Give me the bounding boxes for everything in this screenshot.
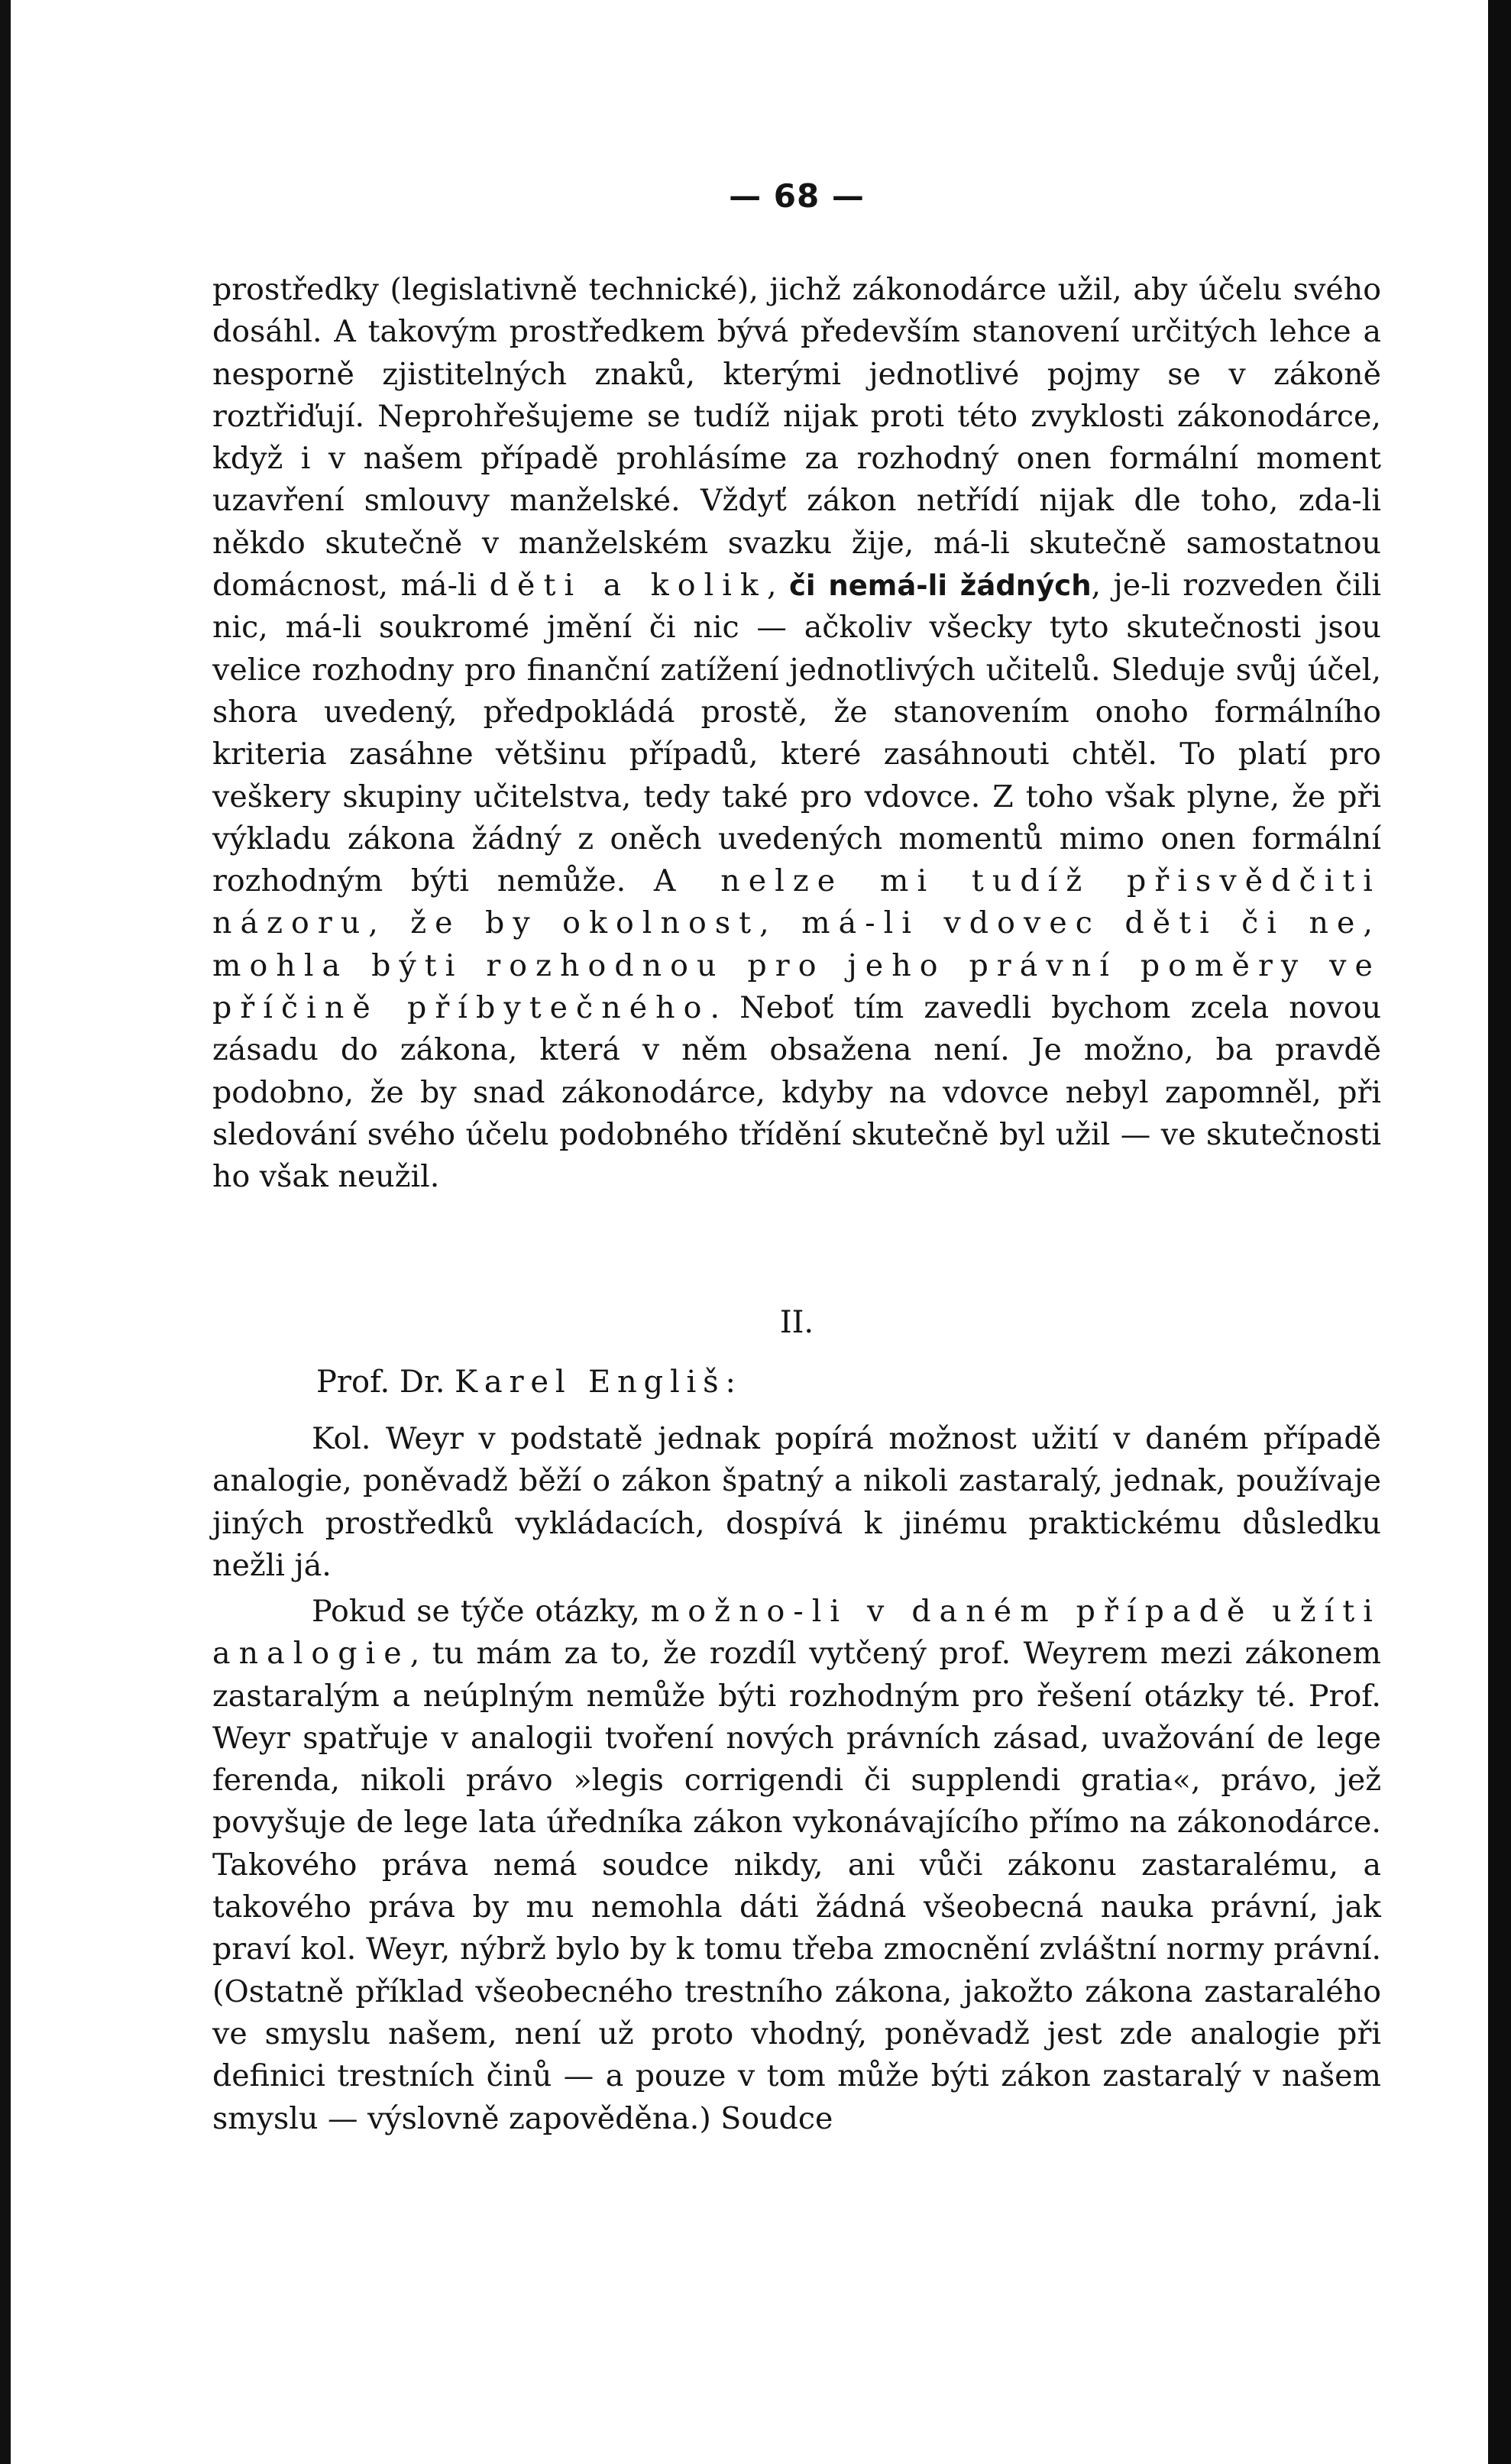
p3-text-b: , tu mám za to, že rozdíl vytčený prof. Weyrem mezi zákonem zastaralým a neúplným nemůže býti rozhodným pro řešení otázky té. Prof. Weyr spatřuje v analogii tvoření nových právních zásad, uvažování de lege ferenda, nikoli právo »legis corrigendi či supplendi gratia«, právo, jež povyšuje de lege lata úředníka zákon vykonávajícího přímo na zákonodárce. Takového práva nemá soudce nikdy, ani vůči zákonu zastaralému, a takového práva by mu nemohla dáti žádná všeobecná nauka právní, jak praví kol. Weyr, nýbrž bylo by k tomu třeba zmocnění zvláštní normy právní. (Ostatně příklad všeobecného trestního zákona, jakožto zákona zastaralého ve smyslu našem, není už proto vhodný, poněvadž jest zde analogie při definici trestních činů — a pouze v tom může býti zákon zastaralý v našem smyslu — výslovně zapověděna.) Soudce xyxy=(212,1636,1381,2136)
p3-text-a: Pokud se týče otázky, xyxy=(312,1594,651,1629)
speaker-prefix: Prof. Dr. xyxy=(316,1365,455,1400)
speaker-heading xyxy=(316,1362,736,1404)
section-numeral: II. xyxy=(779,1305,814,1340)
p1-text-c: , je-li rozveden čili nic, má-li soukromé jmění či nic — ačkoliv všecky tyto skutečnosti jsou velice rozhodny pro finanční zatížení jednotlivých učitelů. Sleduje svůj účel, shora uvedený, předpokládá prostě, že stanovením onoho formálního kriteria zasáhne většinu případů, které zasáhnouti chtěl. To platí pro veškery skupiny učitelstva, tedy také pro vdovce. Z toho však plyne, že při výkladu zákona žádný z oněch uvedených momentů mimo onen formální rozhodným býti nemůže. xyxy=(212,568,1381,899)
speaker-suffix: : xyxy=(725,1365,736,1400)
document-page xyxy=(212,0,1381,2464)
p3-spaced-question: možno-li v daném případě užíti analogie xyxy=(212,1594,1381,1672)
paragraph-2-text: Kol. Weyr v podstatě jednak popírá možnost užití v daném případě analogie, poněvadž běží o zákon špatný a nikoli zastaralý, jednak, používaje jiných prostředků vykládacích, dospívá k jinému praktickému důsledku nežli já. xyxy=(212,1421,1381,1583)
paragraph-3-text xyxy=(212,1591,1381,2140)
p1-text-d: . Neboť tím zavedli bychom zcela novou zásadu do zákona, která v něm obsažena není. Je možno, ba pravdě podobno, že by snad zákonodárce, kdyby na vdovce nebyl zapomněl, při sledování svého účelu podobného třídění skutečně byl užil — ve skutečnosti ho však neužil. xyxy=(212,990,1382,1195)
p1-spaced-deti-a-kolik: děti a kolik xyxy=(489,568,767,604)
scan-border-right xyxy=(1488,0,1511,2464)
p1-text-a: prostředky (legislativně technické), jichž zákonodárce užil, aby účelu svého dosáhl. A takovým prostředkem bývá především stanovení určitých lehce a nesporně zjistitelných znaků, kterými jednotlivé pojmy se v zákoně roztřiďují. Neprohřešujeme se tudíž nijak proti této zvyklosti zákonodárce, když i v našem případě prohlásíme za rozhodný onen formální moment uzavření smlouvy manželské. Vždyť zákon netřídí nijak dle toho, zda-li někdo skutečně v manželském svazku žije, má-li skutečně samostatnou domácnost, má-li xyxy=(212,272,1381,604)
speaker-name: Karel Engliš xyxy=(455,1365,726,1400)
p1-spaced-thesis: A nelze mi tudíž přisvědčiti názoru, že by okolnost, má-li vdovec děti či ne, mohla býti rozhodnou pro jeho právní poměry ve příčině příbytečného xyxy=(212,863,1381,1026)
p1-text-b: , xyxy=(766,568,789,604)
p1-bold-nema-li-zadnych: či nemá-li žádných xyxy=(788,569,1092,603)
paragraph-3 xyxy=(212,1591,1381,2140)
page-number: — 68 — xyxy=(729,177,865,215)
scan-border-left xyxy=(0,0,11,2464)
paragraph-1-text xyxy=(212,269,1381,1199)
paragraph-2 xyxy=(212,1418,1381,1587)
paragraph-1 xyxy=(212,269,1381,1199)
